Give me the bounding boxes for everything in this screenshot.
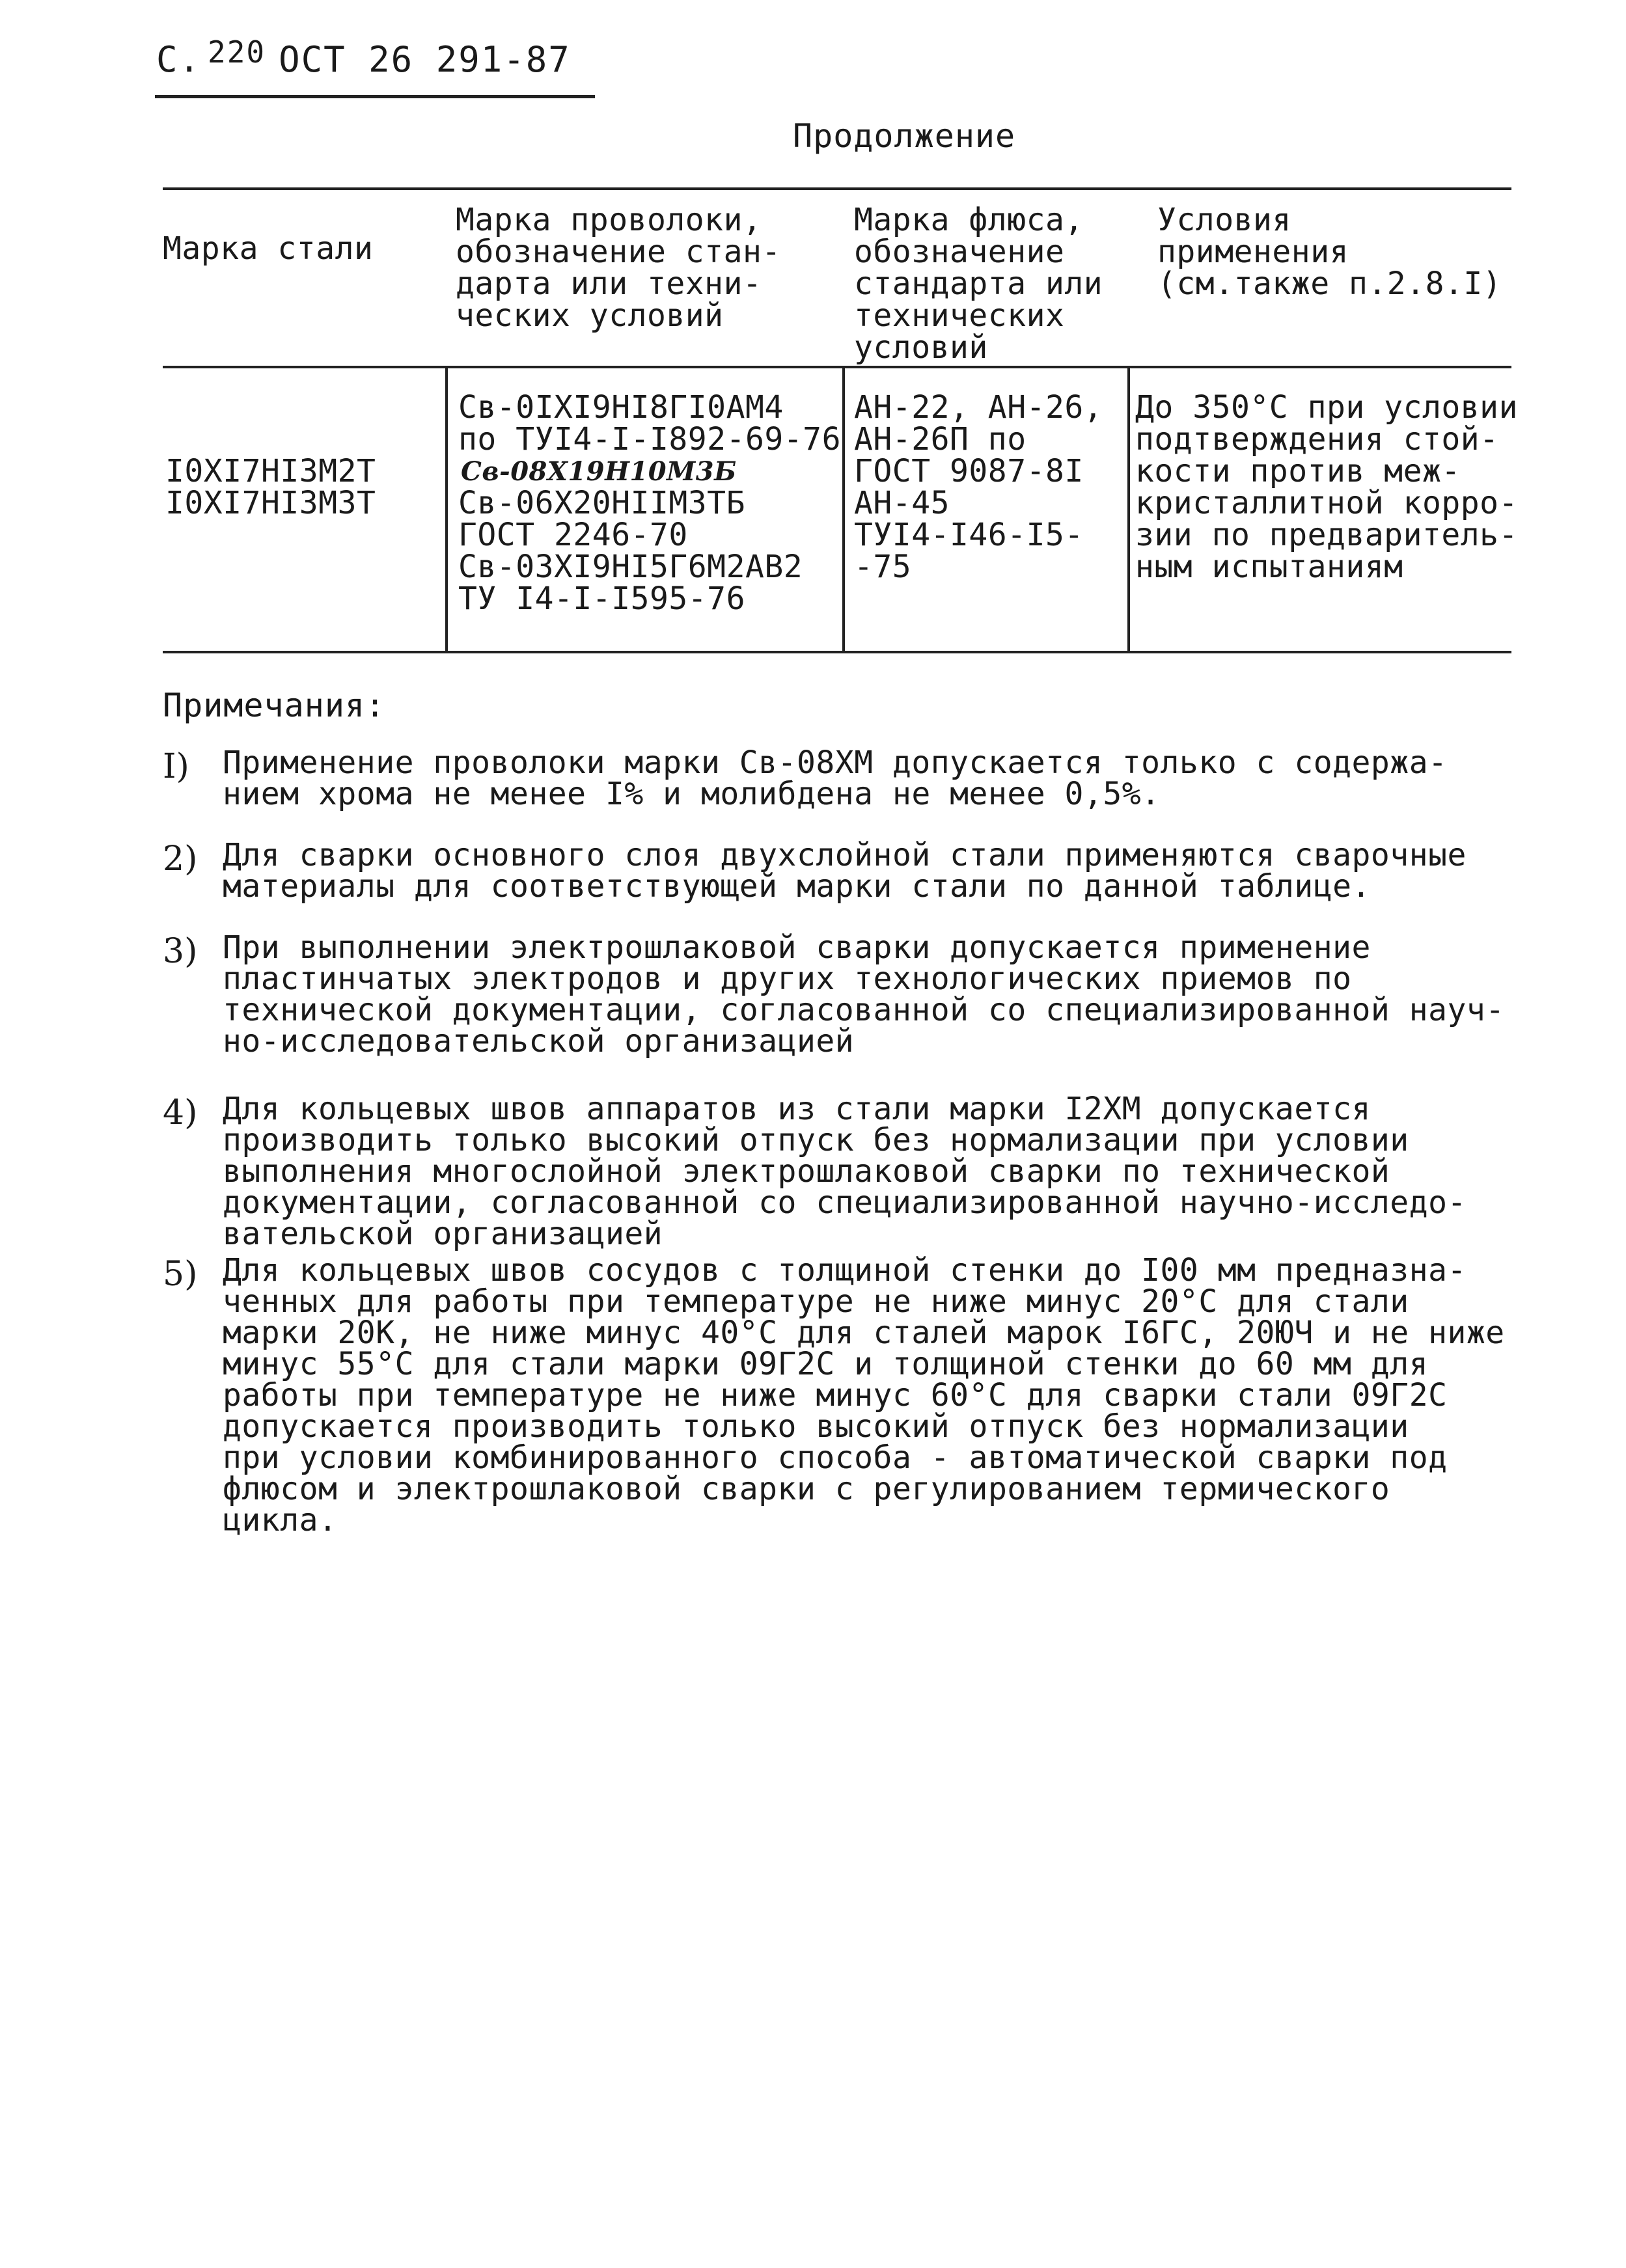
note-number: 5) (163, 1255, 198, 1294)
note-text: Для кольцевых швов сосудов с толщиной стенки до I00 мм предназна- ченных для работы при температуре не ниже минус 20°С для стали марки 20К, не ниже минус 40°С для сталей марок I6ГС, 20ЮЧ и не ниже минус 55°С для стали марки 09Г2С и толщиной стенки до 60 мм для работы при температуре не ниже минус 60°С для сварки стали 09Г2С допускается производить только высокий отпуск без нормализации при условии комбинированного способа - автоматической сварки под флюсом и электрошлаковой сварки с регулированием термического цикла. (223, 1252, 1505, 1538)
note-number: 2) (163, 840, 198, 879)
standard-designation: ОСТ 26 291-87 (279, 39, 571, 80)
header-flux-grade: Марка флюса, обозначение стандарта или технических условий (854, 202, 1103, 366)
table-header-rule (163, 366, 1511, 368)
wire-line-2: по ТУI4-I-I892-69-76 (458, 421, 841, 458)
notes-title: Примечания: (163, 687, 386, 724)
note-number: I) (163, 747, 189, 786)
header-steel-grade: Марка стали (163, 230, 374, 267)
header-conditions: Условия применения (см.также п.2.8.I) (1157, 202, 1502, 302)
column-divider-1 (445, 366, 448, 652)
cell-conditions: До 350°С при условии подтверждения стой- кости против меж- кристаллитной корро- зии по предваритель- ным испытаниям (1135, 389, 1518, 585)
table-bottom-rule (163, 651, 1511, 653)
page-prefix: С. (156, 39, 202, 80)
column-divider-3 (1127, 366, 1130, 652)
note-text: Для кольцевых швов аппаратов из стали марки I2ХМ допускается производить только высокий отпуск без нормализации при условии выполнения многослойной электрошлаковой сварки по технической документации, согласованной со специализированной научно-исследо- вательской организацией (223, 1091, 1467, 1252)
welding-materials-table (0, 0, 1626, 677)
note-text: При выполнении электрошлаковой сварки допускается применение пластинчатых электродов и других технологических приемов по технической документации, согласованной со специализированной науч- но-исследовательской организацией (223, 929, 1505, 1059)
wire-handwritten-insertion: Св-08Х19Н10М3Б (461, 456, 737, 487)
header-wire-grade: Марка проволоки, обозначение стан- дарта или техни- ческих условий (456, 202, 781, 334)
note-number: 4) (163, 1093, 198, 1132)
table-top-rule (163, 187, 1511, 190)
cell-steel-grade: I0XI7HI3M2T I0XI7HI3M3T (165, 453, 376, 521)
wire-line-1: Св-0IXI9HI8ГI0AM4 (458, 389, 784, 426)
cell-flux-grade: АН-22, АН-26, АН-26П по ГОСТ 9087-8I АН-45 ТУI4-I46-I5- -75 (854, 389, 1103, 585)
column-divider-2 (842, 366, 845, 652)
page-number: 220 (208, 34, 266, 70)
note-text: Для сварки основного слоя двухслойной стали применяются сварочные материалы для соответствующей марки стали по данной таблице. (223, 837, 1467, 905)
note-text: Применение проволоки марки Св-08ХМ допускается только с содержа- нием хрома не менее I% и молибдена не менее 0,5%. (223, 745, 1448, 812)
continuation-label: Продолжение (793, 117, 1016, 155)
wire-lines-rest: Св-06Х20НIIМ3ТБ ГОСТ 2246-70 Св-03ХI9HI5Г6M2AB2 ТУ I4-I-I595-76 (458, 485, 803, 617)
note-number: 3) (163, 932, 198, 971)
